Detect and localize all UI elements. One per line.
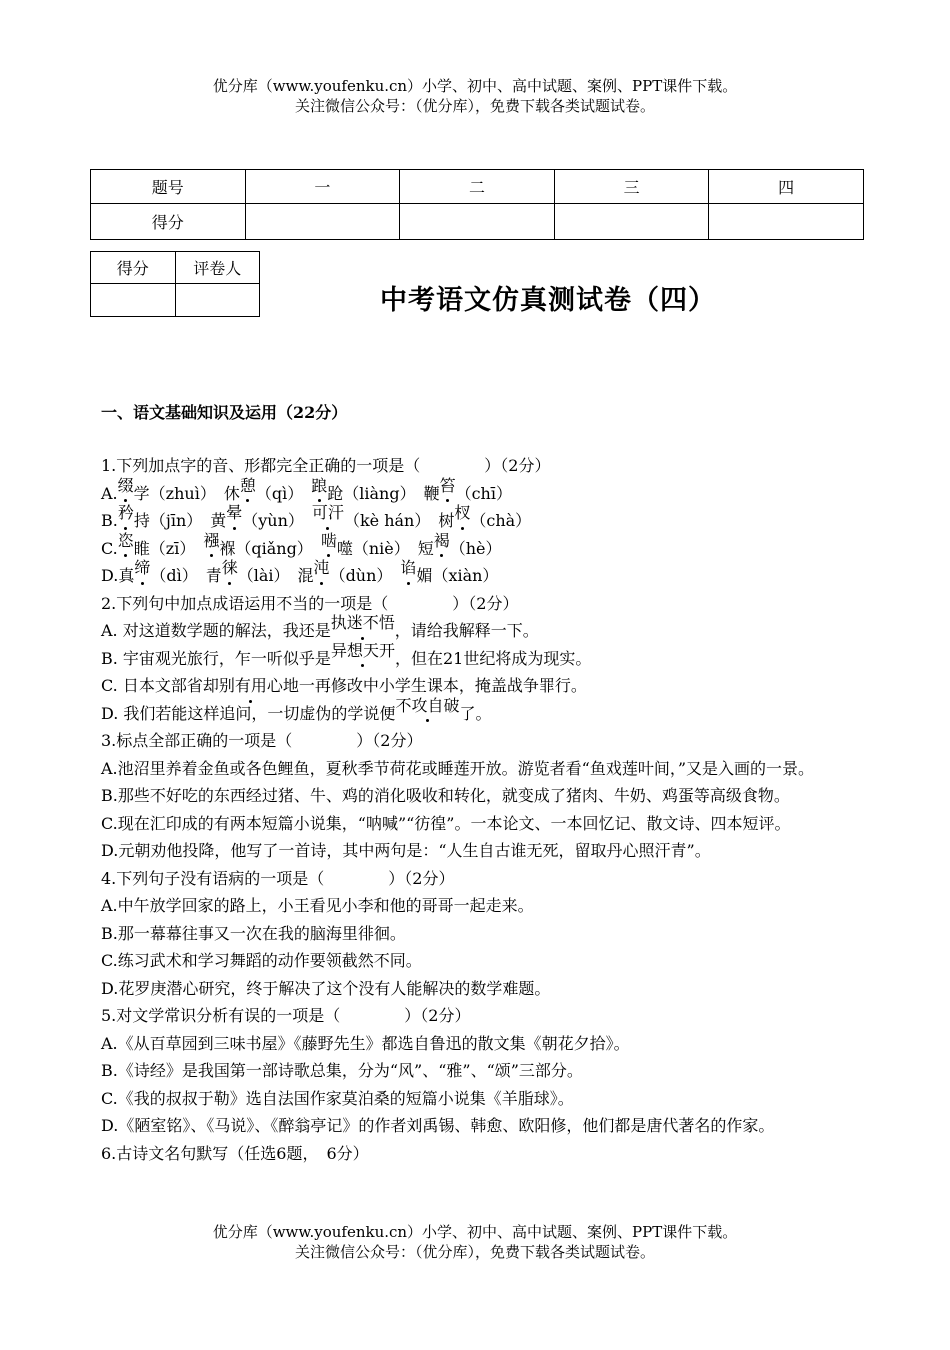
q6-stem: 6.古诗文名句默写（任选6题， 6分） — [101, 1143, 369, 1163]
q3-option-d: D.元朝劝他投降，他写了一首诗，其中两句是：“人生自古谁无死，留取丹心照汗青”。 — [101, 841, 711, 860]
q5-option-c: C.《我的叔叔于勒》选自法国作家莫泊桑的短篇小说集《羊脂球》。 — [101, 1088, 574, 1108]
q1-option-d: D.真缔（dì） 青徕（lài） 混沌（dùn） 谄媚（xiàn） — [101, 562, 861, 590]
q4-stem: 4.下列句子没有语病的一项是（ ）（2分） — [101, 868, 455, 888]
q4-option-b: B.那一幕幕往事又一次在我的脑海里徘徊。 — [101, 923, 406, 943]
score-table-header-label: 题号 — [91, 170, 246, 204]
grader-score-label: 得分 — [91, 252, 176, 284]
score-table-row-label: 得分 — [91, 204, 246, 240]
score-table-header-1: 一 — [245, 170, 400, 204]
header-line-2: 关注微信公众号：（优分库），免费下载各类试题试卷。 — [294, 97, 655, 115]
q2-option-a: A. 对这道数学题的解法，我还是执迷不悟，请给我解释一下。 — [101, 617, 861, 645]
section-heading: 一、语文基础知识及运用（22分） — [101, 403, 348, 422]
q4-option-d: D.花罗庚潜心研究，终于解决了这个没有人能解决的数学难题。 — [101, 978, 551, 998]
q1-stem: 1.下列加点字的音、形都完全正确的一项是（ ）（2分） — [101, 456, 551, 475]
page-title: 中考语文仿真测试卷（四） — [380, 285, 716, 316]
footer-line-1: 优分库（www.youfenku.cn）小学、初中、高中试题、案例、PPT课件下载。 — [212, 1223, 738, 1241]
score-cell-4 — [709, 204, 864, 240]
q3-option-a: A.池沼里养着金鱼或各色鲤鱼，夏秋季节荷花或睡莲开放。游览者看“鱼戏莲叶间，”又是入画的一景。 — [101, 758, 815, 778]
q4-option-c: C.练习武术和学习舞蹈的动作要领截然不同。 — [101, 951, 422, 970]
grader-name-label: 评卷人 — [175, 252, 260, 284]
score-cell-3 — [554, 204, 709, 240]
q4-option-a: A.中午放学回家的路上，小王看见小李和他的哥哥一起走来。 — [101, 896, 534, 915]
grader-name-cell — [175, 284, 260, 317]
q2-stem: 2.下列句中加点成语运用不当的一项是（ ）（2分） — [101, 593, 519, 613]
score-cell-1 — [245, 204, 400, 240]
score-table-header-3: 三 — [554, 170, 709, 204]
q1-option-a: A.缀学（zhuì） 休憩（qì） 踉跄（liàng） 鞭笞（chī） — [101, 480, 861, 508]
q3-stem: 3.标点全部正确的一项是（ ）（2分） — [101, 731, 423, 750]
q3-option-c: C.现在汇印成的有两本短篇小说集，“呐喊”“彷徨”。一本论文、一本回忆记、散文诗、四本短评。 — [101, 813, 791, 833]
q2-option-b: B. 宇宙观光旅行，乍一听似乎是异想天开，但在21世纪将成为现实。 — [101, 645, 861, 673]
q1-option-b: B.矜持（jīn） 黄晕（yùn） 可汗（kè hán） 树杈（chà） — [101, 507, 861, 535]
score-table-header-4: 四 — [709, 170, 864, 204]
header-line-1: 优分库（www.youfenku.cn）小学、初中、高中试题、案例、PPT课件下载。 — [212, 77, 738, 95]
q5-option-d: D.《陋室铭》、《马说》、《醉翁亭记》的作者刘禹锡、韩愈、欧阳修，他们都是唐代著名的作家。 — [101, 1116, 775, 1135]
q2-option-c: C. 日本文部省却别有用心地一再修改中小学生课本，掩盖战争罪行。 — [101, 672, 861, 700]
q5-option-a: A.《从百草园到三味书屋》《藤野先生》都选自鲁迅的散文集《朝花夕拾》。 — [101, 1033, 630, 1053]
q5-option-b: B.《诗经》是我国第一部诗歌总集，分为“风”、“雅”、“颂”三部分。 — [101, 1061, 583, 1080]
grader-table — [90, 251, 260, 317]
score-table-header-2: 二 — [400, 170, 555, 204]
grader-score-cell — [91, 284, 176, 317]
score-table — [90, 169, 864, 240]
question-block — [101, 452, 861, 1167]
q2-option-d: D. 我们若能这样追问，一切虚伪的学说便不攻自破了。 — [101, 700, 861, 728]
q5-stem: 5.对文学常识分析有误的一项是（ ）（2分） — [101, 1006, 471, 1025]
score-cell-2 — [400, 204, 555, 240]
footer-line-2: 关注微信公众号：（优分库），免费下载各类试题试卷。 — [294, 1243, 655, 1261]
q3-option-b: B.那些不好吃的东西经过猪、牛、鸡的消化吸收和转化，就变成了猪肉、牛奶、鸡蛋等高级食物。 — [101, 786, 790, 805]
q1-option-c: C.恣睢（zī） 襁褓（qiǎng） 啮噬（niè） 短褐（hè） — [101, 535, 861, 563]
